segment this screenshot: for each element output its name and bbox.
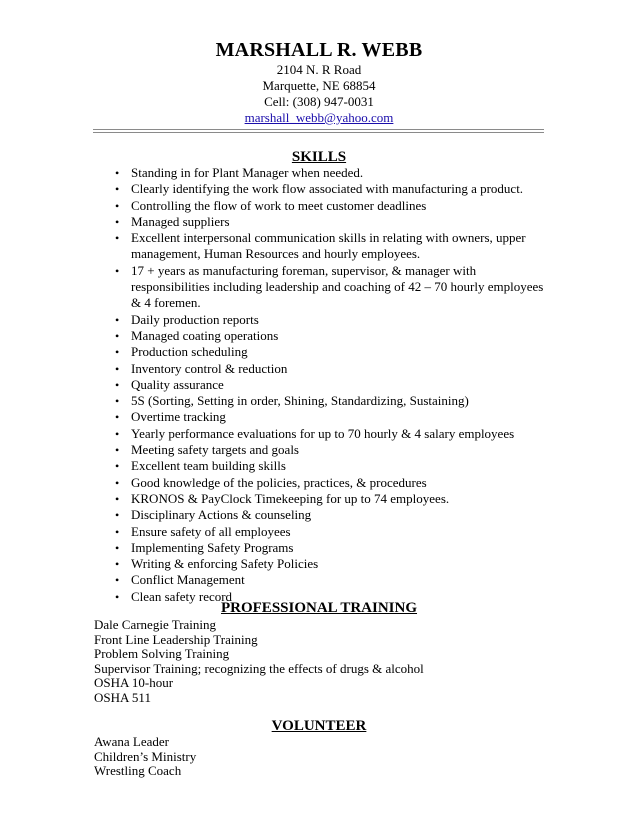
volunteer-item: Wrestling Coach — [94, 763, 182, 779]
training-item: Dale Carnegie Training — [94, 617, 217, 632]
bullet-icon: • — [115, 540, 120, 555]
skill-item — [94, 165, 554, 181]
training-item: OSHA 511 — [94, 689, 151, 705]
skill-text: Overtime tracking — [131, 409, 226, 425]
skill-item — [94, 491, 554, 507]
skill-item — [94, 475, 554, 491]
skill-text: Managed suppliers — [131, 213, 230, 229]
professional-training-heading: PROFESSIONAL TRAINING — [220, 600, 418, 616]
bullet-icon: • — [115, 410, 120, 425]
skill-item — [94, 393, 554, 409]
skill-text: Daily production reports — [131, 311, 259, 327]
bullet-icon: • — [115, 459, 120, 474]
skill-text: Disciplinary Actions & counseling — [131, 507, 312, 523]
skill-item — [94, 344, 554, 360]
skill-item — [94, 524, 554, 540]
bullet-icon: • — [115, 557, 120, 572]
skill-text: Clearly identifying the work flow associated with manufacturing a product. — [131, 181, 524, 197]
skill-item — [94, 458, 554, 474]
phone-number: Cell: (308) 947-0031 — [264, 94, 374, 109]
volunteer-heading: VOLUNTEER — [271, 718, 367, 734]
training-list — [94, 618, 424, 706]
bullet-icon: • — [115, 377, 120, 392]
volunteer-list — [94, 735, 196, 779]
skill-item — [94, 507, 554, 523]
skill-text: 17 + years as manufacturing foreman, supervisor, & manager with responsibilities including leadership and coaching of 42 – 70 hourly employees & 4 foremen. — [131, 262, 544, 311]
skill-item — [94, 572, 554, 588]
bullet-icon: • — [115, 231, 120, 246]
skill-text: Excellent interpersonal communication skills in relating with owners, upper management, Human Resources and hourly employees. — [131, 230, 526, 262]
header-divider-top — [93, 129, 544, 130]
training-item: OSHA 10-hour — [94, 675, 174, 691]
skill-item — [94, 409, 554, 425]
skill-item — [94, 442, 554, 458]
bullet-icon: • — [115, 182, 120, 197]
bullet-icon: • — [115, 345, 120, 360]
skill-text: 5S (Sorting, Setting in order, Shining, Standardizing, Sustaining) — [131, 393, 469, 409]
training-item: Problem Solving Training — [94, 646, 230, 662]
bullet-icon: • — [115, 361, 120, 376]
skill-text: Implementing Safety Programs — [131, 539, 294, 555]
skill-text: Ensure safety of all employees — [131, 523, 291, 539]
skill-item — [94, 263, 554, 312]
skill-text: Inventory control & reduction — [131, 360, 288, 376]
skill-text: Good knowledge of the policies, practices, & procedures — [131, 474, 427, 490]
skill-text: KRONOS & PayClock Timekeeping for up to 74 employees. — [131, 490, 450, 506]
address-line-2: Marquette, NE 68854 — [262, 78, 376, 93]
skills-heading: SKILLS — [291, 149, 347, 165]
bullet-icon: • — [115, 328, 120, 343]
skill-item — [94, 214, 554, 230]
volunteer-item: Children’s Ministry — [94, 748, 197, 764]
skill-text: Quality assurance — [131, 376, 224, 392]
contact-header — [0, 38, 638, 126]
skill-item — [94, 198, 554, 214]
bullet-icon: • — [115, 166, 120, 180]
email-link[interactable]: marshall_webb@yahoo.com — [244, 110, 394, 125]
skill-text: Managed coating operations — [131, 327, 279, 343]
skill-text: Production scheduling — [131, 344, 248, 360]
skill-item — [94, 230, 554, 263]
bullet-icon: • — [115, 198, 120, 213]
skill-text: Yearly performance evaluations for up to 70 hourly & 4 salary employees — [131, 425, 515, 441]
skill-item — [94, 312, 554, 328]
skill-text: Conflict Management — [131, 572, 245, 588]
skill-item — [94, 426, 554, 442]
skill-text: Standing in for Plant Manager when needed. — [131, 165, 364, 180]
skill-text: Excellent team building skills — [131, 458, 286, 474]
skill-item — [94, 556, 554, 572]
bullet-icon: • — [115, 589, 120, 604]
bullet-icon: • — [115, 426, 120, 441]
skill-text: Writing & enforcing Safety Policies — [131, 556, 319, 572]
volunteer-item: Awana Leader — [94, 734, 169, 749]
bullet-icon: • — [115, 263, 120, 278]
bullet-icon: • — [115, 214, 120, 229]
skill-item — [94, 377, 554, 393]
bullet-icon: • — [115, 491, 120, 506]
address-line-1: 2104 N. R Road — [276, 62, 362, 77]
candidate-name: MARSHALL R. WEBB — [215, 39, 423, 61]
skill-item — [94, 540, 554, 556]
bullet-icon: • — [115, 394, 120, 409]
bullet-icon: • — [115, 524, 120, 539]
skills-list — [94, 165, 554, 605]
training-item: Front Line Leadership Training — [94, 631, 258, 647]
bullet-icon: • — [115, 508, 120, 523]
skill-text: Clean safety record — [131, 588, 233, 604]
skill-item — [94, 328, 554, 344]
skill-text: Meeting safety targets and goals — [131, 442, 299, 458]
bullet-icon: • — [115, 312, 120, 327]
bullet-icon: • — [115, 475, 120, 490]
header-divider-bottom — [93, 132, 544, 133]
skill-text: Controlling the flow of work to meet customer deadlines — [131, 197, 427, 213]
skill-item — [94, 181, 554, 197]
training-item: Supervisor Training; recognizing the effects of drugs & alcohol — [94, 660, 424, 676]
bullet-icon: • — [115, 573, 120, 588]
bullet-icon: • — [115, 443, 120, 458]
skill-item — [94, 361, 554, 377]
